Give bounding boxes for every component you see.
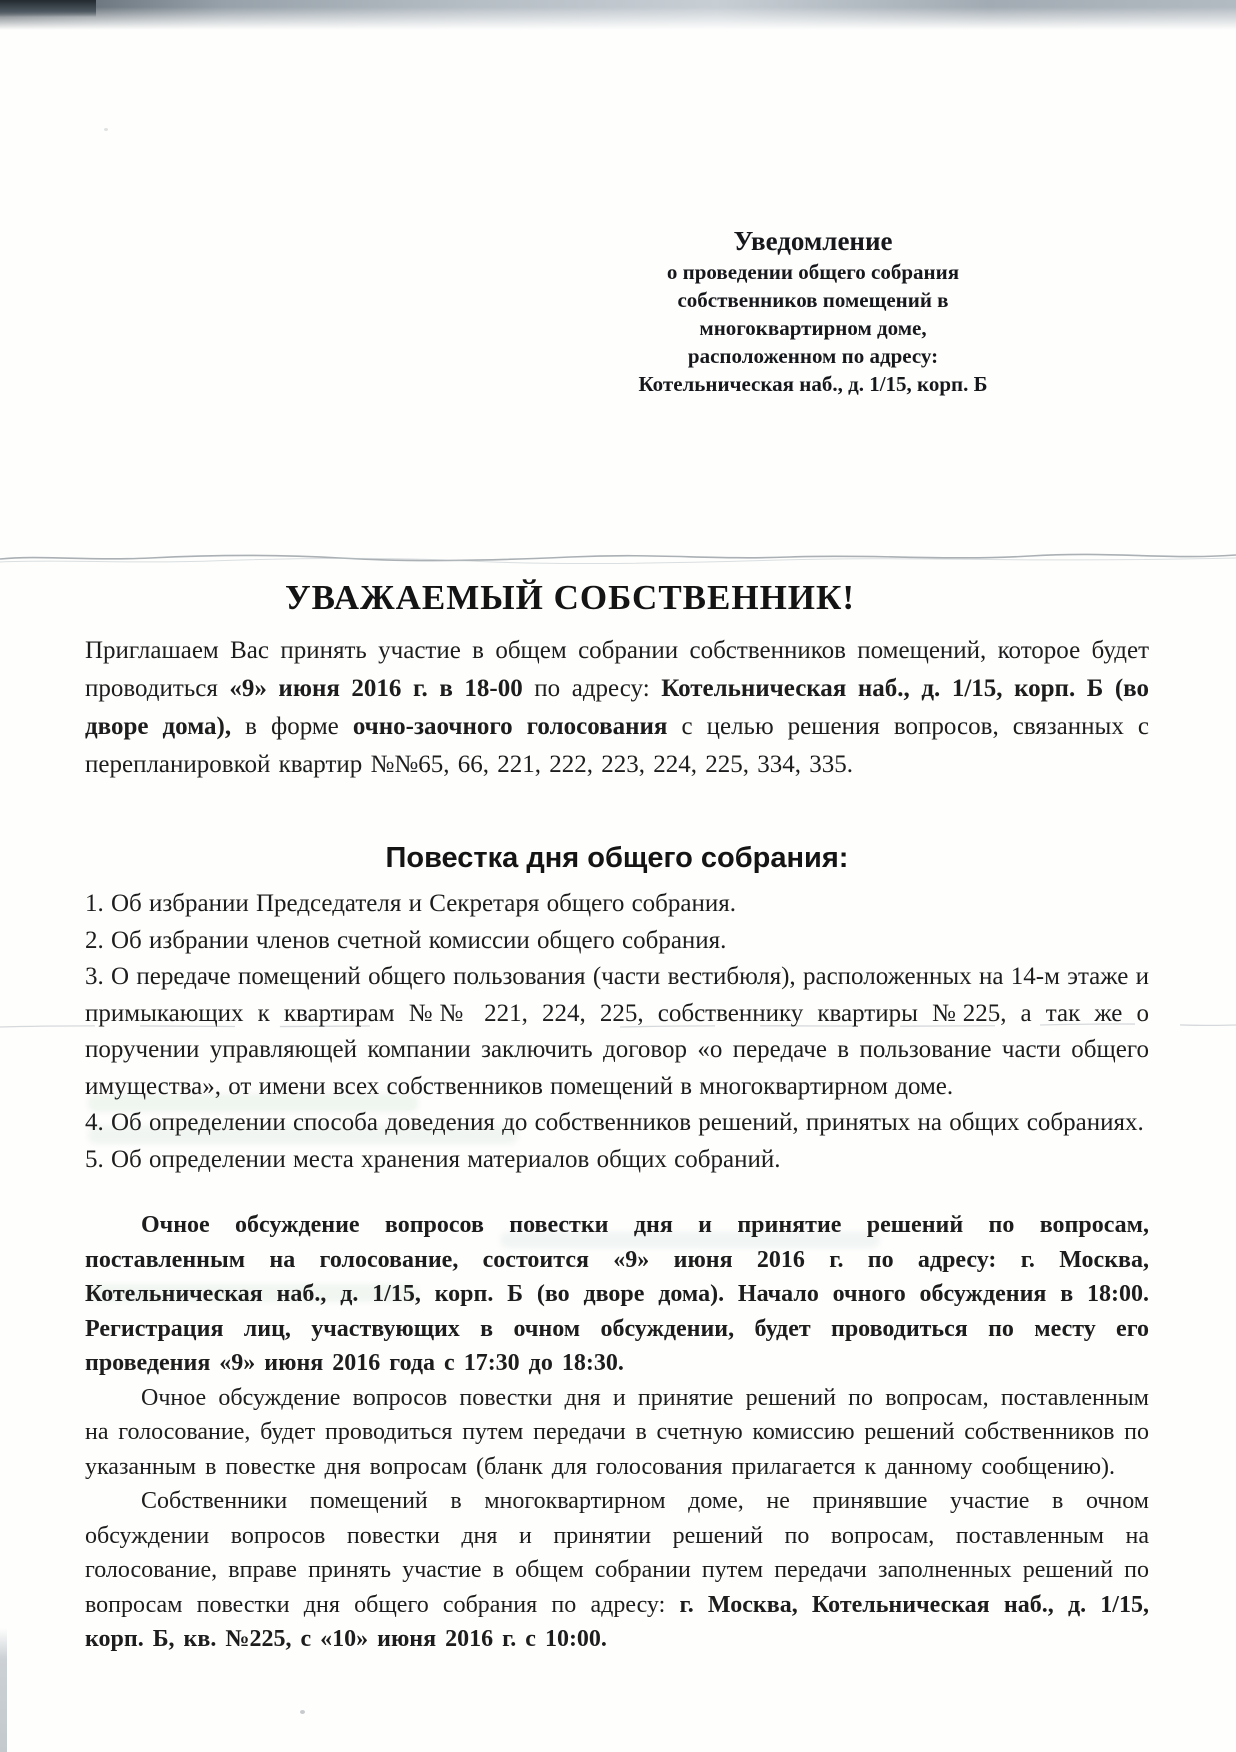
notice-header-line: расположенном по адресу: xyxy=(687,344,939,368)
intro-section xyxy=(85,632,1149,784)
text-segment: «9» июня 2016 г. в 18-00 xyxy=(229,675,523,702)
scan-speck xyxy=(300,1710,305,1714)
text-segment: в форме xyxy=(231,713,353,740)
text-segment: Очное обсуждение вопросов повестки дня и принятие решений по вопросам, поставленным на голосование, состоится «9» июня 2016 г. по адресу: г. Москва, Котельническая наб., д. 1/15, корп. Б (во дворе дома). Начало очного обсуждения в 18:00. Регистрация лиц, участвующих в очном обсуждении, будет проводиться по месту его проведения «9» июня 2016 года с 17:30 до 18:30. xyxy=(85,1212,1149,1376)
notice-header-line: многоквартирном доме, xyxy=(699,316,927,340)
scan-crease-line xyxy=(0,544,1236,570)
notice-header-line: Котельническая наб., д. 1/15, корп. Б xyxy=(638,372,988,396)
text-segment: г. Москва, Котельническая наб., д. 1/15, корп. Б, кв. №225, с «10» июня 2016 г. с 10:00. xyxy=(85,1591,1149,1652)
text-segment: с целью решения вопросов, связанных с перепланировкой квартир №№65, 66, 221, 222, 223, 224, 225, 334, 335. xyxy=(85,713,1149,778)
scan-speck xyxy=(104,128,108,131)
text-segment: Приглашаем Вас принять участие в общем собрании собственников помещений, которое будет проводиться xyxy=(85,637,1149,702)
agenda-item: 1. Об избрании Председателя и Секретаря общего собрания. xyxy=(85,890,736,917)
text-segment: Очное обсуждение вопросов повестки дня и принятие решений по вопросам, поставленным на голосование, будет проводиться путем передачи в счетную комиссию решений собственников по указанным в повестке дня вопросам (бланк для голосования прилагается к данному сообщению). xyxy=(85,1384,1149,1480)
text-segment: очно-заочного голосования xyxy=(352,713,668,740)
agenda-item: 4. Об определении способа доведения до собственников решений, принятых на общих собраниях. xyxy=(85,1109,1144,1136)
agenda-item: 5. Об определении места хранения материалов общих собраний. xyxy=(85,1145,781,1173)
scan-top-edge-shadow xyxy=(0,0,1236,34)
text-segment: Собственники помещений в многоквартирном доме, не принявшие участие в очном обсуждении вопросов повестки дня и принятии решений по вопросам, поставленным на голосование, вправе принять участие в общем собрании путем передачи заполненных решений по вопросам повестки дня общего собрания по адресу: xyxy=(85,1488,1149,1618)
notice-header-block xyxy=(598,224,1028,398)
meeting-details-paragraph xyxy=(85,1208,1149,1381)
text-segment: по адресу: xyxy=(522,675,662,702)
absentee-voting-paragraph xyxy=(85,1484,1149,1657)
notice-header-line: о проведении общего собрания xyxy=(666,260,960,284)
voting-procedure-paragraph xyxy=(85,1381,1149,1485)
text-segment: Котельническая наб., д. 1/15, корп. Б (во дворе дома), xyxy=(85,675,1150,740)
notice-header-line: собственников помещений в xyxy=(677,288,949,312)
scan-top-left-dark-mark xyxy=(0,0,96,17)
document-title: УВАЖАЕМЫЙ СОБСТВЕННИК! xyxy=(284,578,856,617)
notice-header-line: Уведомление xyxy=(733,226,893,256)
agenda-heading: Повестка дня общего собрания: xyxy=(385,842,849,874)
scan-left-edge-strip xyxy=(0,1628,7,1752)
agenda-item: 2. Об избрании членов счетной комиссии общего собрания. xyxy=(85,926,727,954)
body-paragraphs xyxy=(85,1208,1149,1657)
agenda-item: 3. О передаче помещений общего пользования (части вестибюля), расположенных на 14-м этаже и примыкающих к квартирам №№ 221, 224, 225, собственнику квартиры №225, а так же о поручении управляющей компании заключить договор «о передаче в пользование части общего имущества», от имени всех собственников помещений в многоквартирном доме. xyxy=(85,963,1149,1100)
agenda-list xyxy=(85,886,1149,1178)
intro-paragraph xyxy=(85,632,1149,784)
